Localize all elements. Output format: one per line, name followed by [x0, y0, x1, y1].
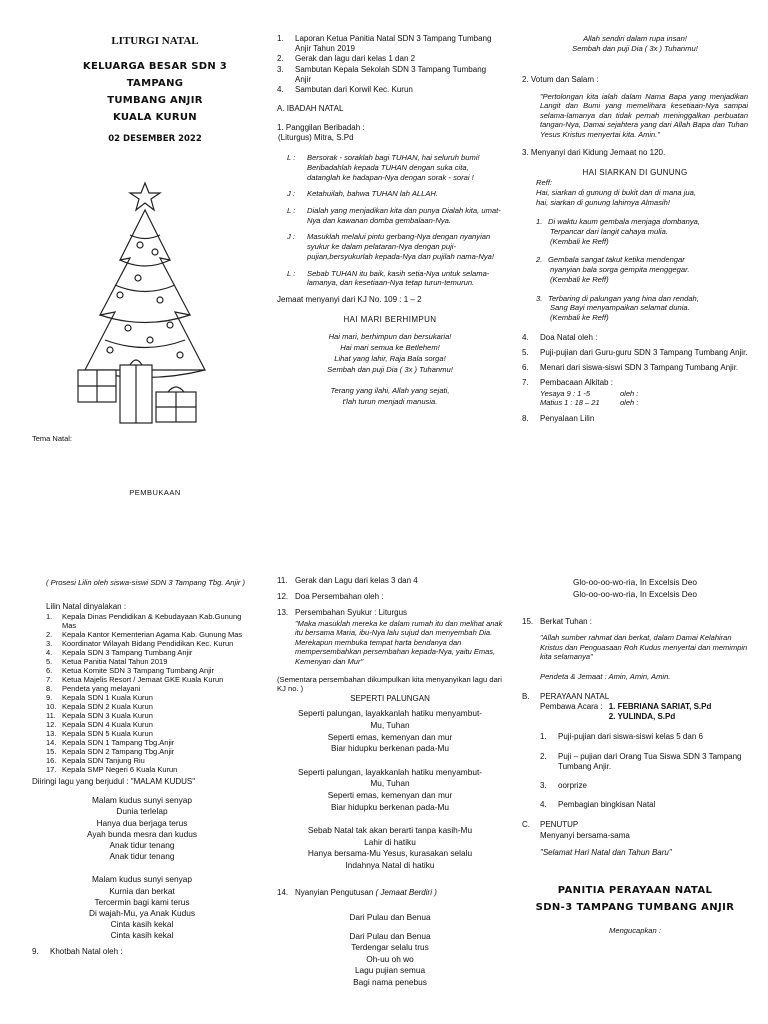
lyric-line: Malam kudus sunyi senyap: [91, 874, 193, 885]
list-item: 4. Sambutan dari Korwil Kec. Kurun: [277, 85, 413, 95]
song-lyrics: [277, 331, 503, 407]
lyric-line: Lihat yang lahir, Raja Bala sorga!: [334, 354, 446, 364]
lyric-line: hai, siarkan di gunung lahirnya Almasih!: [536, 197, 670, 207]
list-item: 3. oorprize: [540, 781, 587, 791]
list-item: 14. Nyanyian Pengutusan ( Jemaat Berdiri ): [277, 887, 437, 897]
cover-header: [60, 34, 250, 145]
reff-label: Reff:: [536, 178, 553, 188]
list-item: 8. Penyalaan Lilin: [522, 413, 595, 423]
lyric-line: Biar hidupku berkenan pada-Mu: [330, 801, 450, 812]
lyric-line: Hai mari semua ke Betlehem!: [340, 343, 440, 353]
lyric-line: Kurnia dan berkat: [109, 885, 175, 896]
accompanying-song-note: Diiringi lagu yang berjudul : "MALAM KUDUS": [32, 776, 196, 786]
lyric-line: Glo-oo-oo-wo-ria, In Excelsis Deo: [572, 589, 698, 600]
lyric-line: Hanya bersama-Mu Yesus, kurasakan selalu: [307, 848, 473, 859]
lyric-line: t'lah turun menjadi manusia.: [342, 397, 438, 407]
list-item: 11. Kepala SDN 3 Kuala Kurun: [46, 710, 153, 720]
verse: 1. Di waktu kaum gembala menjaga dombanya, Terpancar dari langit cahaya mulia. (Kembali ke Reff): [536, 217, 700, 246]
votum-heading: 2. Votum dan Salam :: [522, 75, 599, 85]
lyric-line: Lahir di hatiku: [364, 836, 416, 847]
sing-together: Menyanyi bersama-sama: [540, 830, 630, 840]
lyric-line: Sembah dan puji Dia ( 3x ) Tuhanmu!: [327, 365, 453, 375]
lyric-line: Allah sendiri dalam rupa insan!: [583, 34, 687, 43]
lyric-line: Mu, Tuhan: [370, 719, 410, 730]
list-item: 15. Berkat Tuhan :: [522, 616, 593, 626]
reading-line: Matius 1 : 18 – 21 oleh :: [540, 398, 639, 408]
lyric-line: Dunia terlelap: [116, 806, 168, 817]
gloria-lyrics: [522, 576, 748, 601]
list-item: 7. Ketua Majelis Resort / Jemaat GKE Kuala Kurun: [46, 674, 224, 684]
list-item: 16. Kepala SDN Tanjung Riu: [46, 755, 145, 765]
lyric-line: Terang yang ilahi, Allah yang sejati,: [330, 386, 450, 396]
greeting-song: "Selamat Hari Natal dan Tahun Baru": [540, 847, 672, 857]
program-items: [522, 333, 748, 389]
lyric-line: Anak tidur tenang: [109, 851, 175, 862]
committee-signature: [522, 882, 748, 916]
lyric-line: Hanya dua berjaga terus: [96, 817, 188, 828]
opening-items: [277, 34, 503, 95]
program-column-bottom-middle: [277, 576, 503, 989]
emcees: Pembawa Acara : 1. FEBRIANA SARIAT, S.Pd 2. YULINDA, S.Pd: [540, 701, 712, 722]
call-to-worship-label: 1. Panggilan Beribadah :: [277, 122, 365, 132]
lyric-line: Hai mari, berhimpun dan bersukaria!: [328, 332, 452, 342]
offering-song-note: (Sementara persembahan dikumpulkan kita menyanyikan lagu dari KJ no. ): [277, 674, 502, 694]
lyric-line: Malam kudus sunyi senyap: [91, 795, 193, 806]
lyric-line: Biar hidupku berkenan pada-Mu: [330, 743, 450, 754]
section-a-heading: A. IBADAH NATAL: [277, 104, 344, 114]
verse: 3. Terbaring di palungan yang hina dan rendah, Sang Bayi menyampaikan selamat dunia. (Kembali ke Reff): [536, 293, 699, 323]
list-item: 12. Doa Persembahan oleh :: [277, 592, 384, 602]
lyric-line: Seperti emas, kemenyan dan mur: [327, 790, 453, 800]
lyric-line: Cinta kasih kekal: [110, 919, 174, 930]
list-item: 2. Gerak dan lagu dari kelas 1 dan 2: [277, 54, 416, 64]
responsive-reading: [287, 153, 503, 288]
list-item: 1. Kepala Dinas Pendidikan & Kebudayaan Kab.Gunung Mas: [46, 611, 242, 630]
theme-label: Tema Natal:: [32, 434, 73, 443]
amen-response: Pendeta & Jemaat : Amin, Amin, Amin.: [540, 671, 671, 681]
org-line: KUALA KURUN: [113, 112, 197, 124]
list-item: 5. Puji-pujian dari Guru-guru SDN 3 Tampang Tumbang Anjir.: [522, 347, 748, 357]
section-b-heading: B. PERAYAAN NATAL: [522, 691, 610, 701]
verse: 2. Gembala sangat takut ketika mendengar nyanyian bala sorga gempita menggegar. (Kembali ke Reff): [536, 255, 690, 284]
silent-night-lyrics: [32, 795, 252, 941]
lyric-line: Terdengar selalu trus: [351, 942, 429, 953]
song-title: HAI MARI BERHIMPUN: [343, 315, 437, 325]
list-item: 11. Gerak dan Lagu dari kelas 3 dan 4: [277, 576, 418, 585]
lyric-line: Oh-uu oh wo: [366, 953, 414, 964]
lyric-line: Dari Pulau dan Benua: [349, 930, 431, 941]
reading-line: Yesaya 9 : 1 -5 oleh :: [540, 388, 639, 398]
program-column-bottom-right: [522, 576, 748, 936]
committee-line: SDN-3 TAMPANG TUMBANG ANJIR: [535, 902, 735, 914]
list-item: 7. Pembacaan Alkitab :: [522, 378, 613, 388]
hymn-verses: [536, 217, 748, 322]
lyric-line: Ayah bunda mesra dan kudus: [86, 828, 198, 839]
lyric-line: Sembah dan puji Dia ( 3x ) Tuhanmu!: [572, 43, 698, 53]
liturgy-line: J : Masuklah melalui pintu gerbang-Nya dengan nyanyian syukur ke dalam pelataran-Nya dengan puji-pujian,bersyukurlah kepada-Nya dan pujilah nama-Nya!: [287, 232, 494, 261]
list-item: 13. Persembahan Syukur : Liturgus: [277, 608, 408, 618]
list-item: 5. Ketua Panitia Natal Tahun 2019: [46, 656, 168, 666]
list-item: 9. Khotbah Natal oleh :: [32, 947, 123, 957]
lyric-line: Glo-oo-oo-wo-ria, In Excelsis Deo: [572, 577, 698, 587]
bible-readings: [540, 389, 748, 408]
lyric-line: Seperti palungan, layakkanlah hatiku menyambut-: [297, 766, 483, 777]
program-column-bottom-left: [32, 578, 252, 958]
org-line: TUMBANG ANJIR: [107, 95, 203, 107]
lyric-line: Seperti emas, kemenyan dan mur: [327, 731, 453, 742]
list-item: 4. Pembagian bingkisan Natal: [540, 800, 656, 810]
lyric-line: Lagu pujian semua: [354, 965, 426, 976]
lyric-line: Cinta kasih kekal: [110, 930, 174, 941]
section-c-heading: C. PENUTUP: [522, 820, 579, 830]
list-item: 6. Ketua Komite SDN 3 Tampang Tumbang Anjir: [46, 665, 215, 675]
list-item: 15. Kepala SDN 2 Tampang Tbg.Anjir: [46, 746, 175, 756]
lyric-line: Seperti palungan, layakkanlah hatiku menyambut-: [297, 708, 483, 719]
list-item: 1. Laporan Ketua Panitia Natal SDN 3 Tampang Tumbang Anjir Tahun 2019: [277, 34, 492, 54]
lyric-line: Hai, siarkan di gunung di bukit dan di mana jua,: [536, 187, 696, 197]
lyric-line: Mu, Tuhan: [370, 778, 410, 789]
list-item: 10. Kepala SDN 2 Kuala Kurun: [46, 701, 153, 711]
greeting-label: Mengucapkan :: [609, 926, 661, 936]
org-line: KELUARGA BESAR SDN 3 TAMPANG: [82, 61, 228, 90]
christmas-tree-illustration: [60, 180, 250, 425]
lyric-line: Anak tidur tenang: [109, 839, 175, 850]
song-title: Dari Pulau dan Benua: [349, 911, 431, 922]
sending-song-lyrics: [277, 931, 503, 989]
list-item: 13. Kepala SDN 5 Kuala Kurun: [46, 728, 153, 738]
liturgist-name: (Liturgus) Mitra, S.Pd: [278, 132, 354, 142]
liturgy-line: L : Dialah yang menjadikan kita dan punya Dialah kita, umat-Nya dan kawanan domba gembalaan-Nya.: [287, 205, 501, 225]
reff-lyrics: [536, 188, 748, 207]
committee-line: PANITIA PERAYAAN NATAL: [557, 885, 713, 897]
list-item: 8. Pendeta yang melayani: [46, 683, 141, 693]
list-item: 3. Sambutan Kepala Sekolah SDN 3 Tampang Tumbang Anjir: [277, 64, 487, 84]
offering-text: "Maka masuklah mereka ke dalam rumah itu dan melihat anak itu bersama Maria, ibu-Nya lalu sujud dan menyembah Dia. Merekapun membuka tempat harta bendanya dan mempersembahkan persembahan kepada-Nya, yaitu Emas, Kemenyan dan Mur": [295, 618, 503, 667]
hymn-instruction: 3. Menyanyi dari Kidung Jemaat no 120.: [522, 147, 666, 157]
list-item: 17. Kepala SMP Negeri 6 Kuala Kurun: [46, 764, 178, 774]
votum-text: "Pertolongan kita ialah dalam Nama Bapa yang menjadikan Langit dan Bumi yang memelihara kesetiaan-Nya sampai selama-lamanya dan tidak pernah meninggalkan perbuatan tangan-Nya, Damai sejahtera yang dari Allah Bapa dan Tuhan Yesus Kristus menyertai kita. Amin.": [540, 91, 748, 140]
list-item: 4. Kepala SDN 3 Tampang Tumbang Anjir: [46, 647, 193, 657]
list-item: 1. Puji-pujian dari siswa-siswi kelas 5 dan 6: [540, 732, 703, 742]
list-item: 9. Kepala SDN 1 Kuala Kurun: [46, 692, 153, 702]
congregation-sings-line: Jemaat menyanyi dari KJ No. 109 : 1 – 2: [277, 295, 422, 305]
song-title: SEPERTI PALUNGAN: [350, 694, 430, 704]
list-item: 2. Kepala Kantor Kementerian Agama Kab. Gunung Mas: [46, 629, 243, 639]
lyric-line: Di wajah-Mu, ya Anak Kudus: [88, 907, 196, 918]
list-item: 14. Kepala SDN 1 Tampang Tbg.Anjir: [46, 737, 175, 747]
liturgy-line: L : Bersorak - soraklah bagi TUHAN, hai seluruh bumi! Beribadahlah kepada TUHAN dengan suka cita, datanglah ke hadapan-Nya dengan sorak - sorai !: [287, 153, 480, 182]
program-column-top-right: [522, 34, 748, 424]
list-item: 12. Kepala SDN 4 Kuala Kurun: [46, 719, 153, 729]
program-items: [277, 576, 503, 619]
liturgy-line: L : Sebab TUHAN itu baik, kasih setia-Nya untuk selama-lamanya, dan kesetiaan-Nya tetap turun-temurun.: [287, 268, 490, 288]
opening-heading: PEMBUKAAN: [129, 488, 181, 497]
document-title: LITURGI NATAL: [111, 35, 199, 47]
organizer: [60, 58, 250, 126]
program-column-top-middle: [277, 34, 503, 407]
list-item: 6. Menari dari siswa-siswi SDN 3 Tampang Tumbang Anjir.: [522, 363, 739, 373]
lyric-line: Sebab Natal tak akan berarti tanpa kasih-Mu: [307, 825, 473, 836]
offering-song-lyrics: [277, 708, 503, 871]
lyric-line: Tercermin bagi kami terus: [94, 896, 190, 907]
list-item: 2. Puji – pujian dari Orang Tua Siswa SDN 3 Tampang Tumbang Anjir.: [540, 751, 742, 771]
candle-lighters-list: [46, 612, 252, 774]
lyric-line: Bagi nama penebus: [353, 976, 427, 987]
event-date: 02 DESEMBER 2022: [108, 134, 202, 145]
blessing-text: "Allah sumber rahmat dan berkat, dalam Damai Kelahiran Kristus dan Penguasaan Roh Kudus menyertai dan memimpin kita selamanya": [540, 633, 748, 662]
lyric-line: Indahnya Natal di hatiku: [345, 860, 435, 871]
liturgy-line: J : Ketahuilah, bahwa TUHAN lah ALLAH.: [287, 189, 438, 199]
candle-lighting-label: Lilin Natal dinyalakan :: [46, 601, 127, 611]
procession-note: ( Prosesi Lilin oleh siswa-siswi SDN 3 Tampang Tbg. Anjir ): [46, 578, 246, 587]
celebration-items: [540, 732, 748, 810]
list-item: 3. Koordinator Wilayah Bidang Pendidikan Kec. Kurun: [46, 638, 234, 648]
list-item: 4. Doa Natal oleh :: [522, 332, 598, 342]
song-title: HAI SIARKAN DI GUNUNG: [582, 167, 688, 177]
